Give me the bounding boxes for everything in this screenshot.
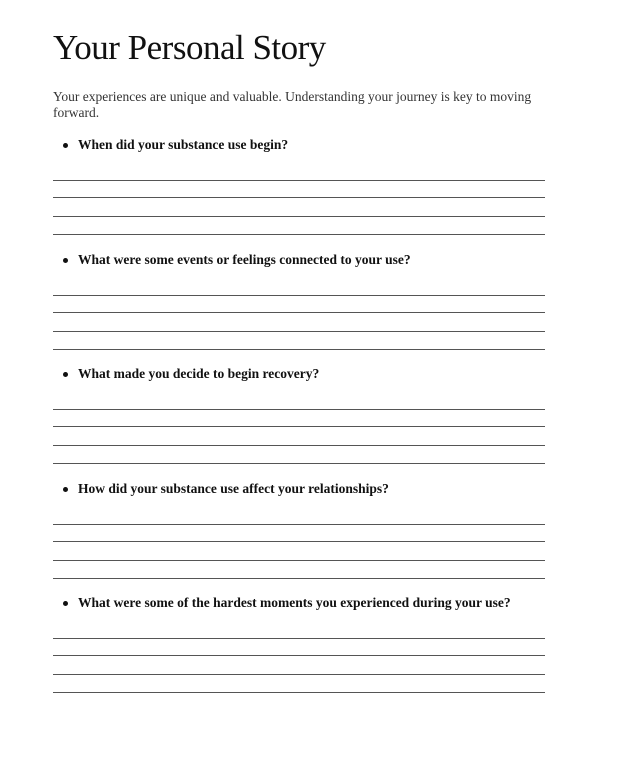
- question-section: [53, 252, 545, 362]
- answer-line[interactable]: [53, 234, 545, 235]
- page-title: Your Personal Story: [53, 28, 326, 67]
- answer-line[interactable]: [53, 655, 545, 656]
- question-label: What were some events or feelings connected to your use?: [63, 252, 411, 268]
- question-label: What made you decide to begin recovery?: [63, 366, 319, 382]
- answer-line[interactable]: [53, 578, 545, 579]
- answer-line[interactable]: [53, 197, 545, 198]
- answer-line[interactable]: [53, 445, 545, 446]
- answer-line[interactable]: [53, 312, 545, 313]
- answer-line[interactable]: [53, 692, 545, 693]
- question-label: What were some of the hardest moments you experienced during your use?: [63, 595, 511, 611]
- question-label: When did your substance use begin?: [63, 137, 288, 153]
- question-section: [53, 595, 545, 705]
- answer-line[interactable]: [53, 216, 545, 217]
- answer-line[interactable]: [53, 674, 545, 675]
- question-label: How did your substance use affect your relationships?: [63, 481, 389, 497]
- answer-line[interactable]: [53, 180, 545, 181]
- answer-line[interactable]: [53, 331, 545, 332]
- answer-line[interactable]: [53, 295, 545, 296]
- answer-line[interactable]: [53, 409, 545, 410]
- answer-line[interactable]: [53, 463, 545, 464]
- answer-line[interactable]: [53, 349, 545, 350]
- question-section: [53, 366, 545, 476]
- question-section: [53, 481, 545, 591]
- answer-line[interactable]: [53, 541, 545, 542]
- answer-line[interactable]: [53, 426, 545, 427]
- answer-line[interactable]: [53, 638, 545, 639]
- answer-line[interactable]: [53, 560, 545, 561]
- question-section: [53, 137, 545, 247]
- answer-line[interactable]: [53, 524, 545, 525]
- intro-text: Your experiences are unique and valuable. Understanding your journey is key to moving forward.: [53, 89, 532, 120]
